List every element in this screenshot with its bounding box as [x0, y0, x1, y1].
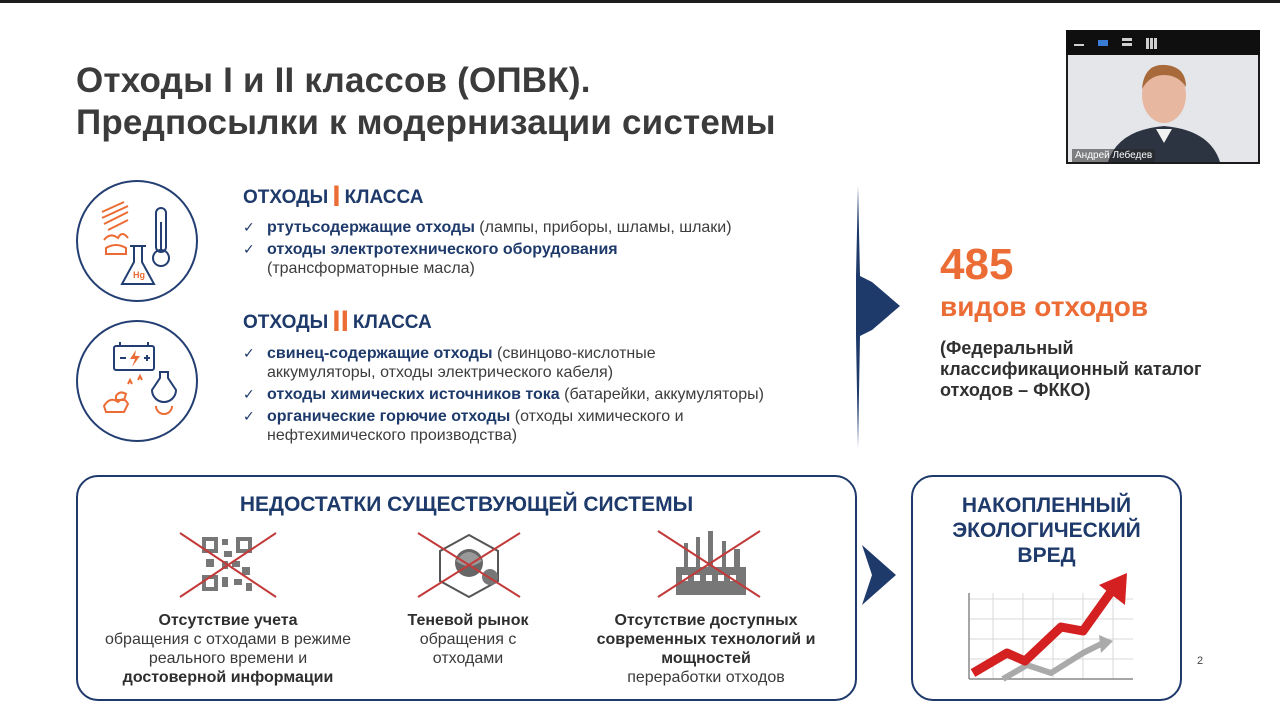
waste-types-count: 485 [940, 240, 1014, 289]
mercury-waste-icon [76, 180, 198, 302]
drawback-item-1: Отсутствие учета обращения с отходами в режиме реального времени и достоверной информации [104, 612, 352, 686]
slide-title-line1: Отходы I и II классов (ОПВК). [76, 61, 591, 100]
harm-title: НАКОПЛЕННЫЙ ЭКОЛОГИЧЕСКИЙ ВРЕД [952, 494, 1141, 567]
check-icon: ✓ [243, 386, 255, 402]
class2-list [243, 344, 843, 448]
drawbacks-box [76, 475, 857, 701]
class1-roman: I [332, 180, 341, 213]
divider-arrow-icon [850, 186, 910, 448]
waste-types-label: видов отходов [940, 291, 1149, 322]
drawbacks-title: НЕДОСТАТКИ СУЩЕСТВУЮЩЕЙ СИСТЕМЫ [239, 493, 694, 516]
class1-list [243, 218, 843, 281]
list-item: ✓ отходы электротехнического оборудования (трансформаторные масла) [243, 241, 618, 277]
slide-title-line2: Предпосылки к модернизации системы [76, 103, 776, 142]
class2-roman: II [332, 305, 349, 338]
battery-chemical-icon [76, 320, 198, 442]
drawback-item-3: Отсутствие доступных современных технологий и мощностей переработки отходов [596, 612, 816, 686]
list-item: ✓ органические горючие отходы (отходы химического и нефтехимического производства) [243, 408, 684, 444]
minimize-icon[interactable] [1074, 44, 1084, 46]
right-arrow-icon [862, 545, 906, 605]
shadow-market-crossed-icon [416, 531, 522, 599]
ffko-source: (Федеральный классификационный каталог отходов – ФККО) [940, 338, 1202, 400]
video-tile[interactable] [1066, 30, 1260, 164]
check-icon: ✓ [243, 345, 255, 361]
hg-label: Hg [133, 270, 145, 280]
list-item: ✓ ртутьсодержащие отходы (лампы, приборы, шламы, шлаки) [243, 219, 732, 236]
rising-trend-icon [963, 569, 1143, 689]
gallery-strip-icon[interactable] [1122, 38, 1132, 46]
class2-heading: ОТХОДЫ II КЛАССА [243, 305, 432, 338]
page-number: 2 [1197, 655, 1204, 667]
speaker-view-icon[interactable] [1098, 40, 1108, 46]
drawback-item-2: Теневой рынок обращения с отходами [407, 612, 529, 667]
industry-crossed-icon [656, 527, 762, 599]
qr-code-crossed-icon [178, 531, 278, 599]
participant-name: Андрей Лебедев [1072, 149, 1155, 162]
video-toolbar [1066, 30, 1260, 55]
participant-avatar [1068, 55, 1258, 162]
check-icon: ✓ [243, 408, 255, 424]
participant-video [1068, 55, 1258, 162]
list-item: ✓ отходы химических источников тока (батарейки, аккумуляторы) [243, 386, 764, 403]
check-icon: ✓ [243, 241, 255, 257]
harm-box [911, 475, 1182, 701]
slide-title [76, 60, 1016, 144]
grid-view-icon[interactable] [1146, 38, 1157, 49]
class1-heading: ОТХОДЫ I КЛАССА [243, 180, 424, 213]
window-top-bar [0, 0, 1280, 3]
list-item: ✓ свинец-содержащие отходы (свинцово-кислотные аккумуляторы, отходы электрического кабеля) [243, 345, 656, 381]
check-icon: ✓ [243, 219, 255, 235]
